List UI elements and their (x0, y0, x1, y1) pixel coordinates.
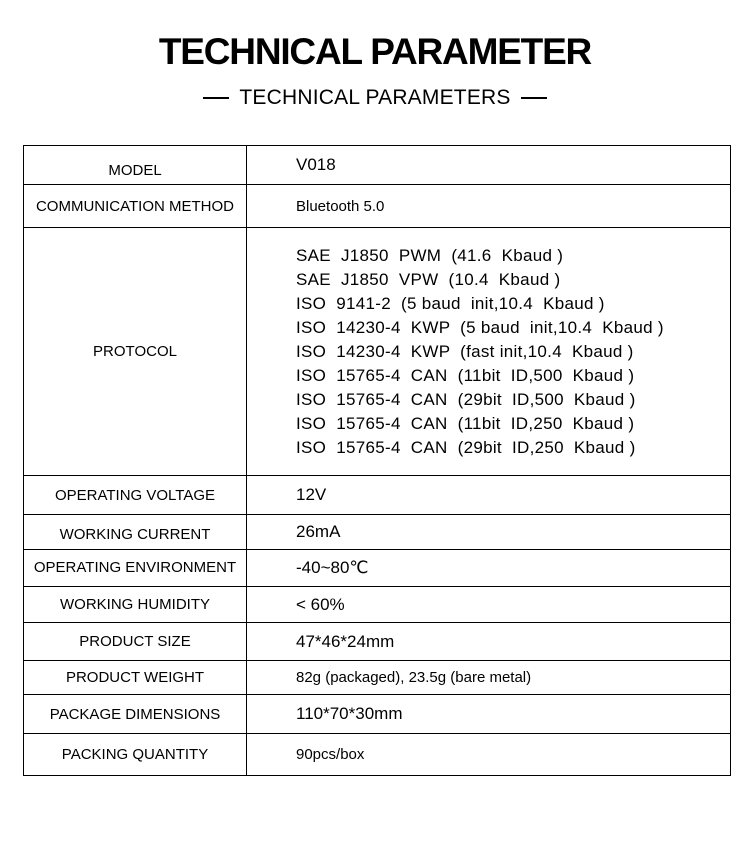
spec-label-text: OPERATING ENVIRONMENT (33, 558, 237, 576)
spec-label-text: PACKING QUANTITY (61, 746, 209, 763)
spec-label-text: OPERATING VOLTAGE (54, 486, 216, 504)
spec-row-current (24, 515, 731, 550)
spec-label (24, 587, 247, 623)
spec-label-text: WORKING HUMIDITY (60, 596, 210, 613)
spec-value: 90pcs/box (247, 734, 731, 776)
spec-label-text: PRODUCT SIZE (79, 633, 191, 650)
spec-label-text: WORKING CURRENT (59, 525, 211, 543)
spec-value: -40~80℃ (247, 550, 731, 587)
spec-value: < 60% (247, 587, 731, 623)
protocol-item: ISO 14230-4 KWP (5 baud init,10.4 Kbaud ) (296, 317, 664, 337)
spec-row-size (24, 623, 731, 661)
spec-row-quantity (24, 734, 731, 776)
spec-value: 110*70*30mm (247, 695, 731, 734)
spec-value: 26mA (247, 515, 731, 550)
spec-value: 47*46*24mm (247, 623, 731, 661)
spec-row-environment (24, 550, 731, 587)
spec-label (24, 734, 247, 776)
spec-label (24, 695, 247, 734)
protocol-item: ISO 15765-4 CAN (11bit ID,250 Kbaud ) (296, 413, 635, 433)
spec-label (24, 146, 247, 185)
left-dash-divider (203, 97, 229, 99)
spec-label-text: PACKAGE DIMENSIONS (49, 705, 221, 723)
page-subtitle (0, 84, 750, 112)
spec-label-text: PRODUCT WEIGHT (65, 669, 205, 686)
subtitle-text: TECHNICAL PARAMETERS (239, 86, 511, 109)
spec-label (24, 661, 247, 695)
page-title: TECHNICAL PARAMETER (158, 31, 592, 72)
spec-label (24, 228, 247, 476)
protocol-item: ISO 14230-4 KWP (fast init,10.4 Kbaud ) (296, 341, 634, 361)
spec-label-text: MODEL (108, 161, 162, 179)
spec-label-text: PROTOCOL (93, 343, 177, 360)
spec-row-humidity (24, 587, 731, 623)
spec-value: V018 (247, 146, 731, 185)
protocol-list (296, 244, 730, 460)
protocol-item: ISO 15765-4 CAN (29bit ID,250 Kbaud ) (296, 437, 636, 457)
spec-row-communication (24, 185, 731, 228)
protocol-values (247, 228, 731, 476)
spec-label (24, 623, 247, 661)
spec-label (24, 515, 247, 550)
spec-value: Bluetooth 5.0 (247, 185, 731, 228)
spec-value: 12V (247, 476, 731, 515)
spec-label (24, 550, 247, 587)
spec-table (23, 145, 731, 776)
protocol-item: SAE J1850 PWM (41.6 Kbaud ) (296, 245, 564, 265)
protocol-item: ISO 9141-2 (5 baud init,10.4 Kbaud ) (296, 293, 605, 313)
spec-label (24, 185, 247, 228)
right-dash-divider (521, 97, 547, 99)
protocol-item: ISO 15765-4 CAN (29bit ID,500 Kbaud ) (296, 389, 636, 409)
spec-row-protocol (24, 228, 731, 476)
spec-row-weight (24, 661, 731, 695)
spec-label-text: COMMUNICATION METHOD (35, 197, 235, 215)
spec-label (24, 476, 247, 515)
protocol-item: ISO 15765-4 CAN (11bit ID,500 Kbaud ) (296, 365, 635, 385)
spec-value: 82g (packaged), 23.5g (bare metal) (247, 661, 731, 695)
spec-row-model (24, 146, 731, 185)
spec-row-package (24, 695, 731, 734)
protocol-item: SAE J1850 VPW (10.4 Kbaud ) (296, 269, 561, 289)
spec-row-voltage (24, 476, 731, 515)
